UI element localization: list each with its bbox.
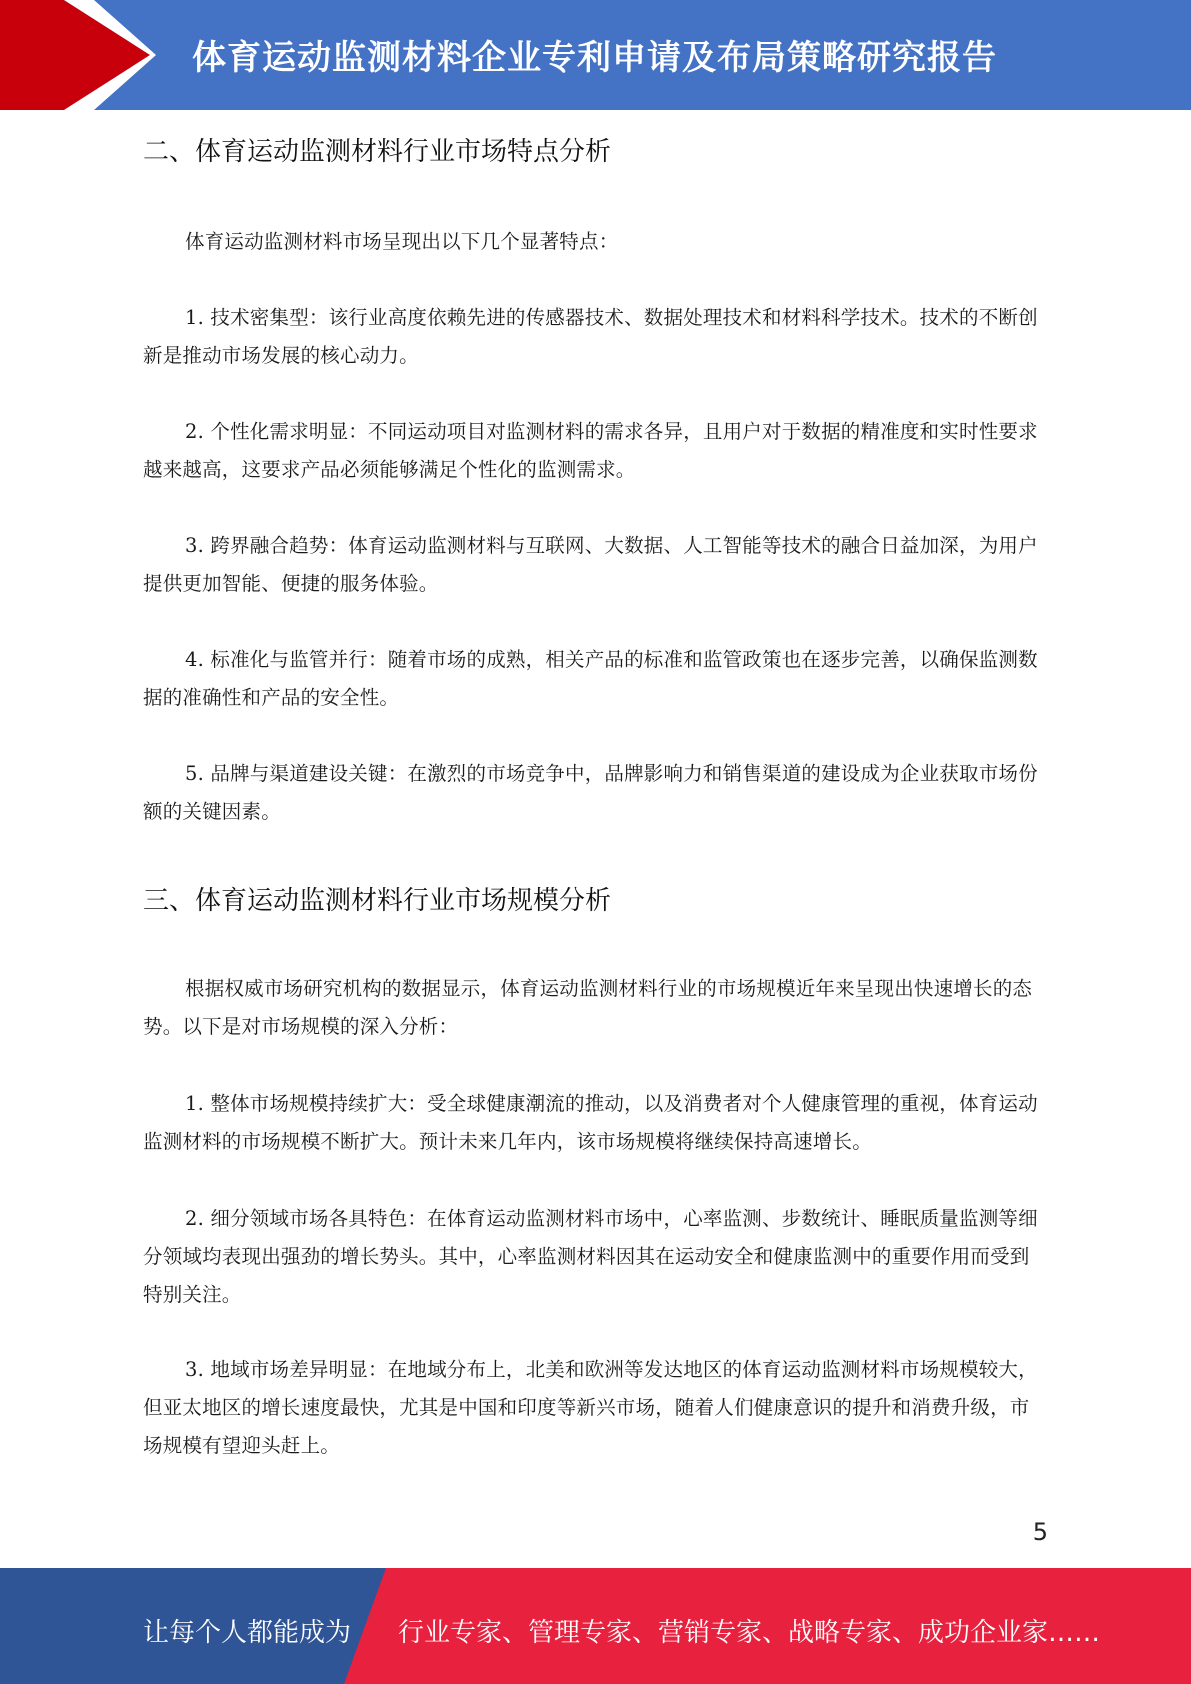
header-banner [0,0,1191,110]
section2-item-5: 5. 品牌与渠道建设关键：在激烈的市场竞争中，品牌影响力和销售渠道的建设成为企业获取市场份额的关键因素。 [143,762,1038,823]
section3-item-1: 1. 整体市场规模持续扩大：受全球健康潮流的推动，以及消费者对个人健康管理的重视，体育运动监测材料的市场规模不断扩大。预计未来几年内，该市场规模将继续保持高速增长。 [143,1092,1038,1153]
section3-item-2: 2. 细分领域市场各具特色：在体育运动监测材料市场中，心率监测、步数统计、睡眠质量监测等细分领域均表现出强劲的增长势头。其中，心率监测材料因其在运动安全和健康监测中的重要作用而受到特别关注。 [143,1207,1038,1306]
section2-intro: 体育运动监测材料市场呈现出以下几个显著特点： [185,230,619,253]
section2-item-3: 3. 跨界融合趋势：体育运动监测材料与互联网、大数据、人工智能等技术的融合日益加深，为用户提供更加智能、便捷的服务体验。 [143,534,1038,595]
footer-slogan-left: 让每个人都能成为 [143,1618,352,1648]
footer-slogan-right: 行业专家、管理专家、营销专家、战略专家、成功企业家…… [398,1618,1101,1648]
section2-item-2: 2. 个性化需求明显：不同运动项目对监测材料的需求各异，且用户对于数据的精准度和实时性要求越来越高，这要求产品必须能够满足个性化的监测需求。 [143,420,1038,481]
page-number: 5 [1032,1518,1048,1546]
report-title: 体育运动监测材料企业专利申请及布局策略研究报告 [192,38,997,78]
section2-item-4: 4. 标准化与监管并行：随着市场的成熟，相关产品的标准和监管政策也在逐步完善，以确保监测数据的准确性和产品的安全性。 [143,648,1038,709]
section3-intro: 根据权威市场研究机构的数据显示，体育运动监测材料行业的市场规模近年来呈现出快速增长的态势。以下是对市场规模的深入分析： [143,977,1033,1038]
section2-item-1: 1. 技术密集型：该行业高度依赖先进的传感器技术、数据处理技术和材料科学技术。技术的不断创新是推动市场发展的核心动力。 [143,306,1038,367]
section3-item-3: 3. 地域市场差异明显：在地域分布上，北美和欧洲等发达地区的体育运动监测材料市场规模较大，但亚太地区的增长速度最快，尤其是中国和印度等新兴市场，随着人们健康意识的提升和消费升级，市场规模有望迎头赶上。 [143,1358,1038,1457]
section-heading-market-size: 三、体育运动监测材料行业市场规模分析 [143,886,612,916]
footer-banner [0,1568,1191,1684]
header-red-chevron [0,0,150,110]
section-heading-market-features: 二、体育运动监测材料行业市场特点分析 [143,137,612,167]
